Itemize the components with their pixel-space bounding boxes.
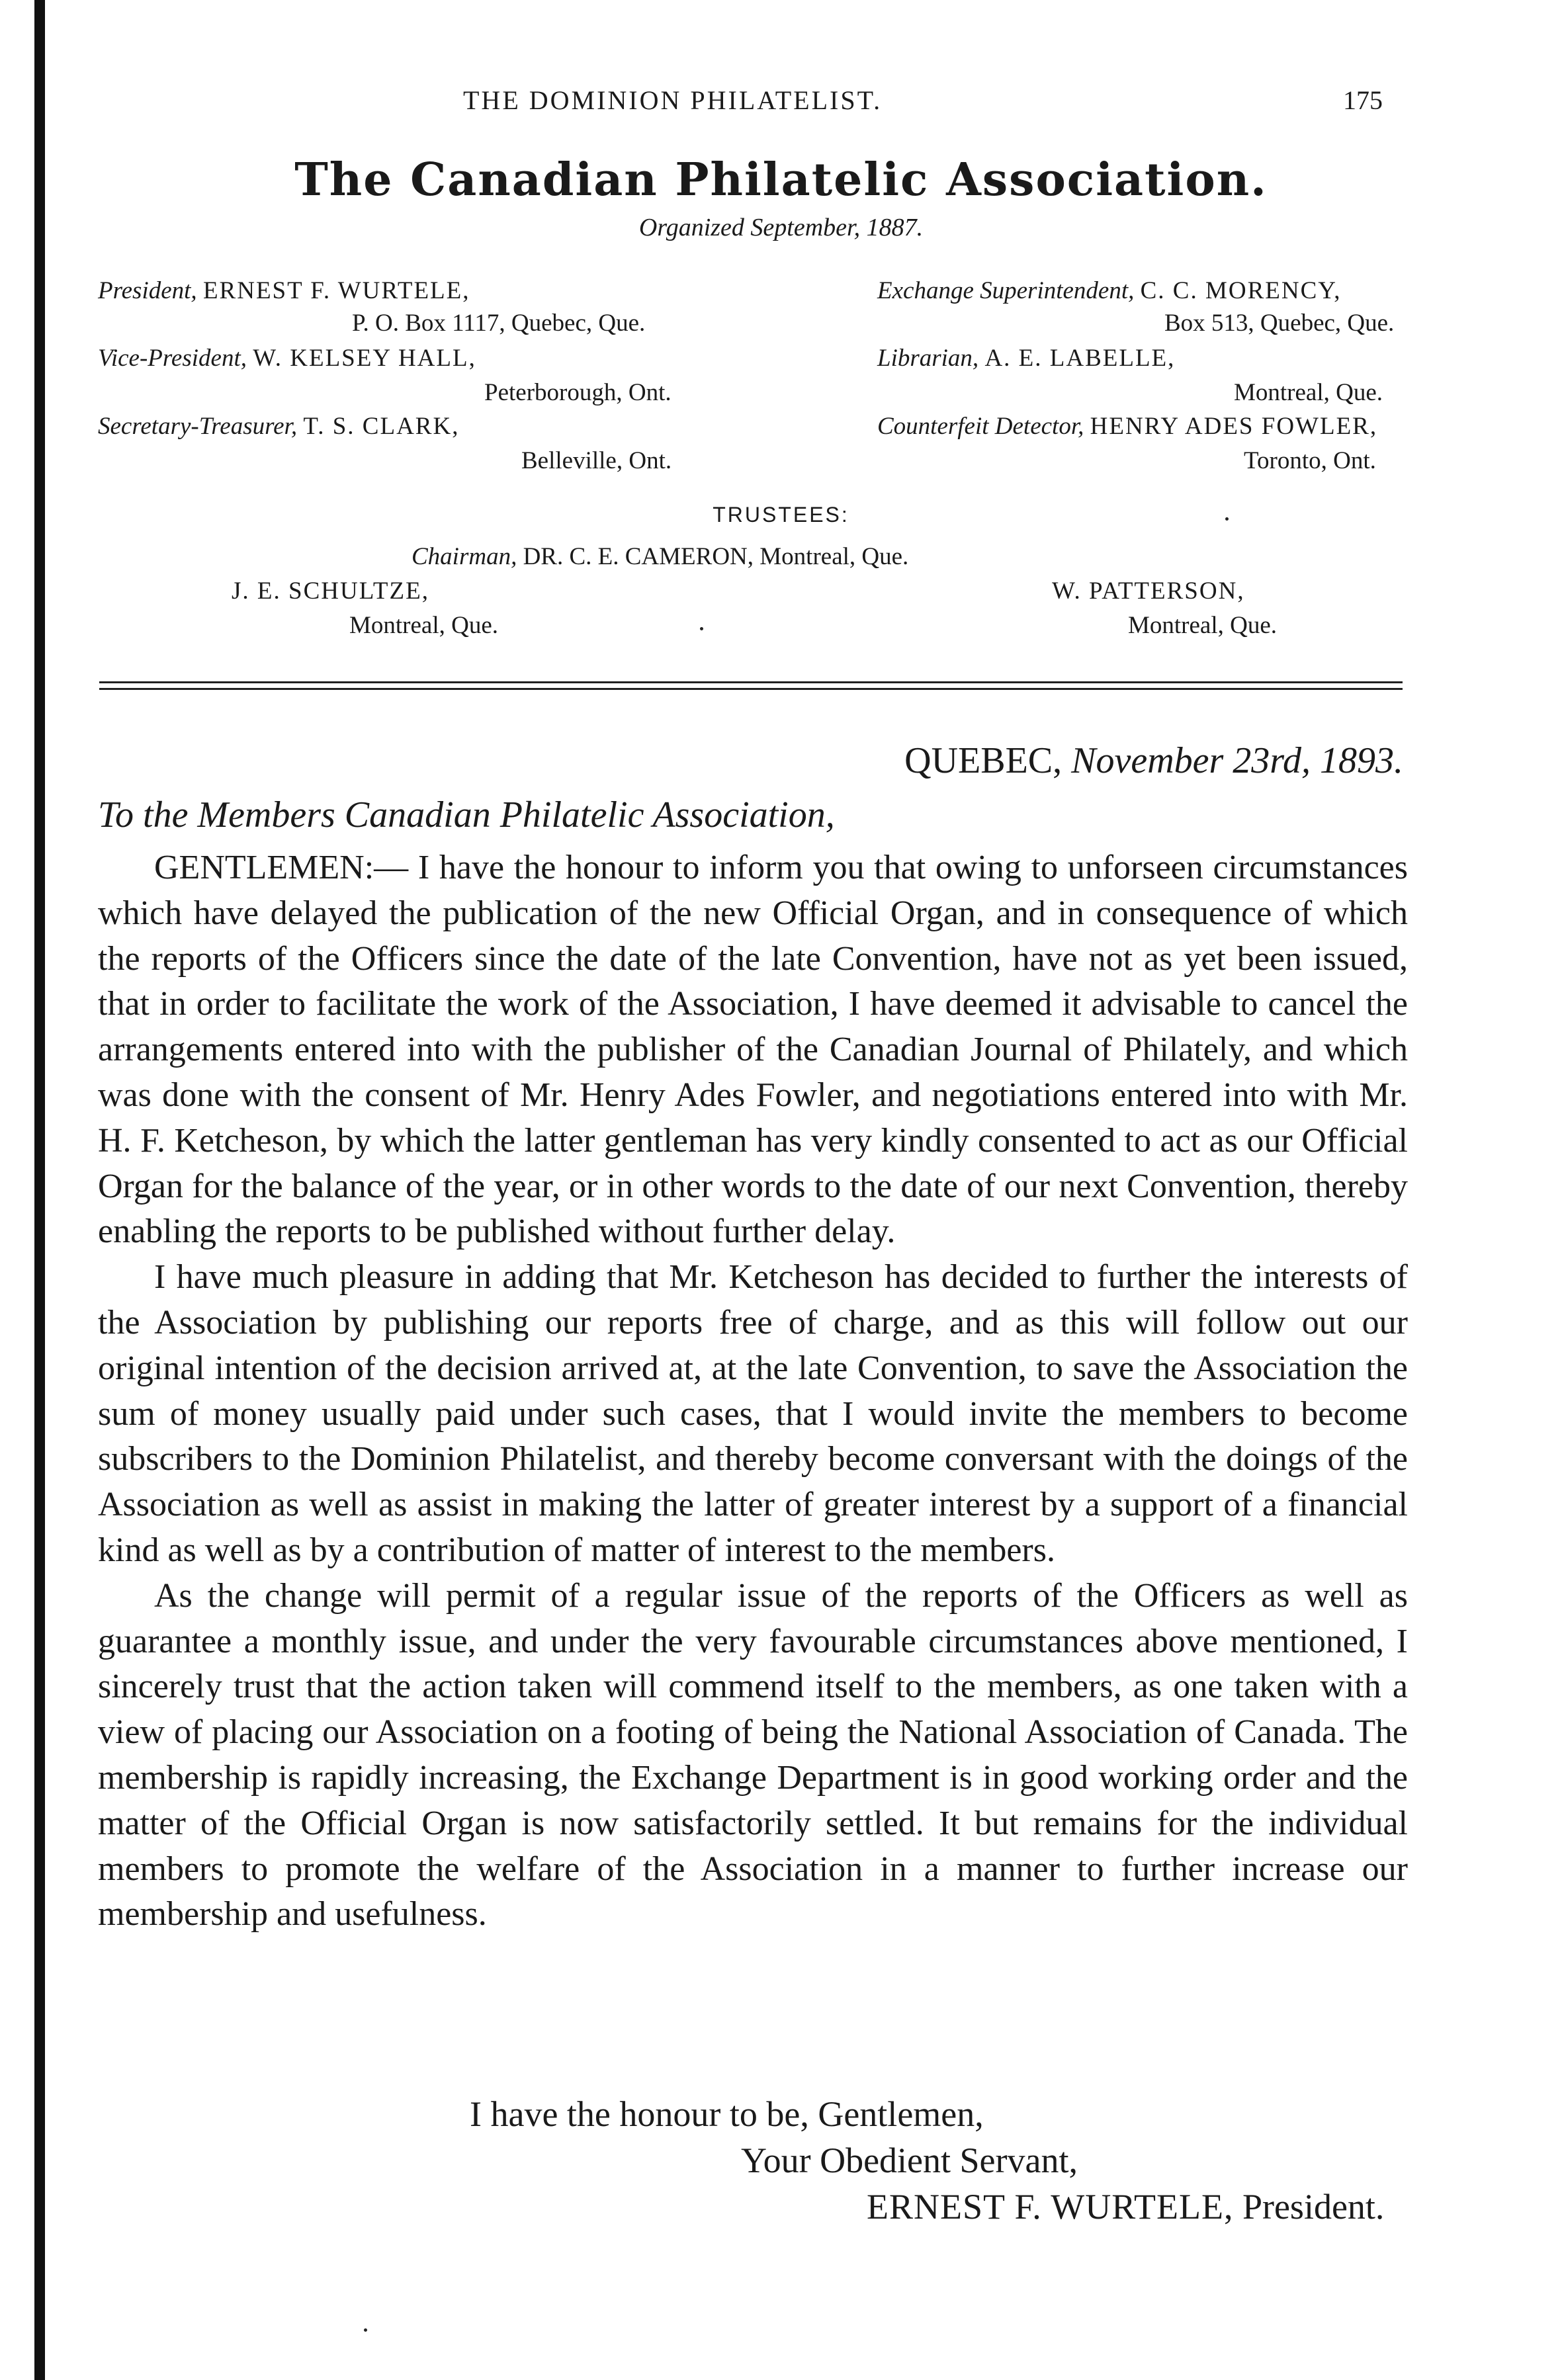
association-title: The Canadian Philatelic Association. bbox=[294, 153, 1268, 206]
officer-vice-president bbox=[98, 344, 476, 372]
officer-role: Vice-President, bbox=[98, 345, 247, 372]
paragraph-text: — I have the honour to inform you that owing to unforseen circumstances which have delayed the publication of the new Official Organ, and in consequence of which the reports of the Officers since the date of the late Convention, have not as yet been issued, that in order to facilitate the work of the Association, I have deemed it advisable to cancel the arrangements entered into with the publisher of the Canadian Journal of Philately, and which was done with the consent of Mr. Henry Ades Fowler, and negotiations entered into with Mr. H. F. Ketcheson, by which the latter gentleman has very kindly consented to act as our Official Organ for the balance of the year, or in other words to the date of our next Convention, thereby enabling the reports to be published without further delay. bbox=[98, 849, 1408, 1251]
stray-mark bbox=[364, 2328, 367, 2332]
organized-date: Organized September, 1887. bbox=[638, 214, 924, 241]
letter-body bbox=[98, 845, 1408, 1937]
officer-name: HENRY ADES FOWLER, bbox=[1090, 413, 1378, 440]
officer-exchange-superintendent bbox=[877, 276, 1341, 305]
signature bbox=[867, 2186, 1384, 2227]
double-rule-top bbox=[99, 681, 1403, 683]
letter-salutation: To the Members Canadian Philatelic Association, bbox=[98, 794, 835, 835]
officer-name: A. E. LABELLE, bbox=[984, 345, 1176, 372]
stray-mark bbox=[1225, 517, 1229, 521]
letter-paragraph: I have much pleasure in adding that Mr. Ketcheson has decided to further the interests of the Association by publishing our reports free of charge, and as this will follow out our original intention of the decision arrived at, at the late Convention, to save the Association the sum of money usually paid under such cases, that I would invite the members to become subscribers to the Dominion Philatelist, and thereby become conversant with the doings of the Association as well as assist in making the latter of greater interest by a support of a financial kind as well as by a contribution of matter of interest to the members. bbox=[98, 1258, 1408, 1569]
signature-title: President. bbox=[1242, 2187, 1385, 2227]
officer-role: Secretary-Treasurer, bbox=[98, 413, 298, 440]
trustee-right-name: W. PATTERSON, bbox=[1052, 577, 1245, 605]
letter-place: QUEBEC, bbox=[904, 740, 1063, 781]
officer-secretary-treasurer-address: Belleville, Ont. bbox=[521, 447, 672, 474]
officer-name: ERNEST F. WURTELE, bbox=[202, 277, 470, 304]
officer-role: President, bbox=[98, 277, 197, 304]
officer-president bbox=[98, 276, 470, 305]
officer-counterfeit-detector bbox=[877, 412, 1377, 441]
trustees-heading: TRUSTEES: bbox=[713, 503, 849, 527]
double-rule-bottom bbox=[99, 688, 1403, 690]
closing-line: I have the honour to be, Gentlemen, bbox=[470, 2094, 984, 2134]
officer-exchange-superintendent-address: Box 513, Quebec, Que. bbox=[1164, 310, 1395, 337]
trustee-chairman bbox=[412, 542, 908, 571]
officer-role: Exchange Superintendent, bbox=[877, 277, 1135, 304]
opening-word: GENTLEMEN: bbox=[154, 849, 374, 886]
officer-secretary-treasurer bbox=[98, 412, 459, 441]
stray-mark bbox=[700, 627, 703, 630]
trustee-right-address: Montreal, Que. bbox=[1128, 612, 1278, 639]
officer-name: C. C. MORENCY, bbox=[1140, 277, 1342, 304]
officer-name: W. KELSEY HALL, bbox=[253, 345, 476, 372]
trustee-left-name: J. E. SCHULTZE, bbox=[232, 577, 429, 605]
trustee-name: DR. C. E. CAMERON, Montreal, Que. bbox=[523, 543, 909, 570]
officer-role: Counterfeit Detector, bbox=[877, 413, 1084, 440]
signature-name: ERNEST F. WURTELE, bbox=[867, 2187, 1234, 2227]
officer-vice-president-address: Peterborough, Ont. bbox=[484, 379, 672, 406]
officer-librarian bbox=[877, 344, 1175, 372]
trustee-role: Chairman, bbox=[412, 543, 517, 570]
page-number: 175 bbox=[1343, 85, 1383, 115]
officer-librarian-address: Montreal, Que. bbox=[1234, 379, 1383, 406]
officer-role: Librarian, bbox=[877, 345, 979, 372]
closing-line: Your Obedient Servant, bbox=[741, 2141, 1078, 2180]
letter-date: November 23rd, 1893. bbox=[1071, 740, 1403, 781]
officer-counterfeit-detector-address: Toronto, Ont. bbox=[1244, 447, 1376, 474]
letter-paragraph bbox=[98, 845, 1408, 1255]
officer-name: T. S. CLARK, bbox=[303, 413, 460, 440]
trustee-left-address: Montreal, Que. bbox=[349, 612, 499, 639]
letter-paragraph: As the change will permit of a regular issue of the reports of the Officers as well as guarantee a monthly issue, and under the very favourable circumstances above mentioned, I sincerely trust that the action taken will commend itself to the members, as one taken with a view of placing our Association on a footing of being the National Association of Canada. The membership is rapidly increasing, the Exchange Department is in good working order and the matter of the Official Organ is now satisfactorily settled. It but remains for the individual members to promote the welfare of the Association in a manner to further increase our membership and usefulness. bbox=[98, 1576, 1408, 1934]
running-head-title: THE DOMINION PHILATELIST. bbox=[463, 85, 883, 115]
letter-dateline bbox=[904, 740, 1403, 782]
scan-edge-bar bbox=[34, 0, 45, 2380]
officer-president-address: P. O. Box 1117, Quebec, Que. bbox=[352, 310, 646, 337]
